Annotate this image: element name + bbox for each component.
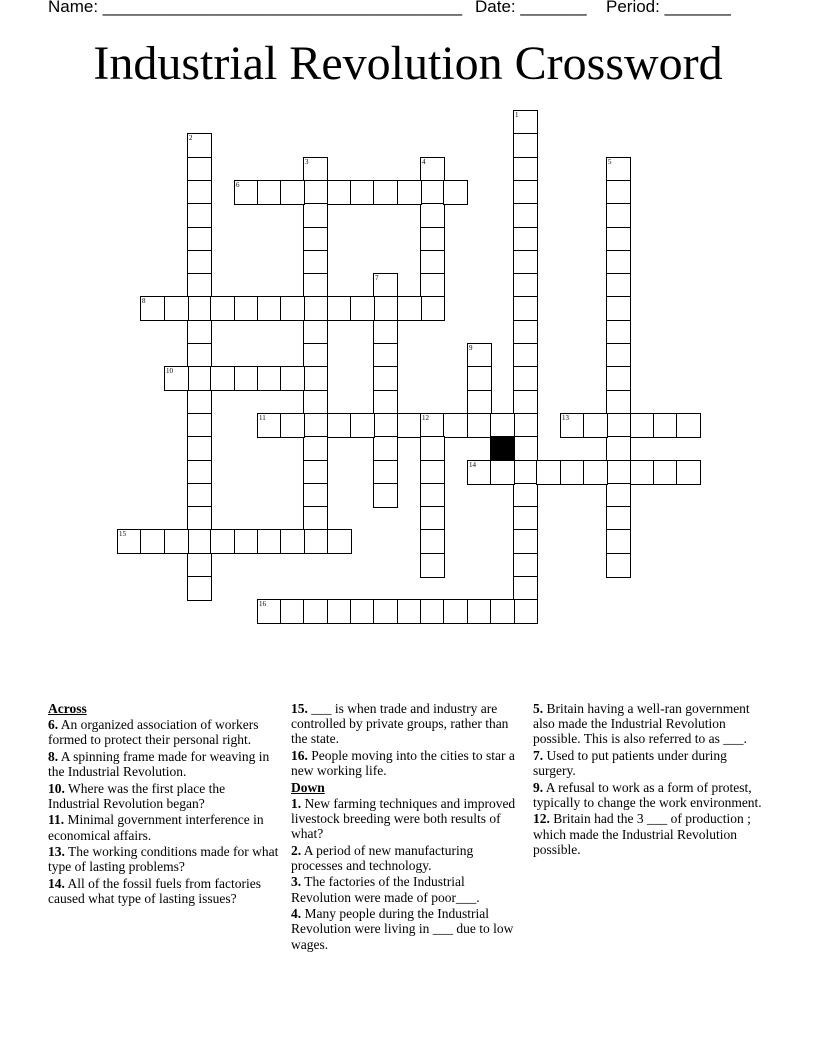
clue-text: A refusal to work as a form of protest, typically to change the work environment.	[533, 779, 762, 810]
cell-number: 8	[142, 297, 146, 305]
crossword-cell[interactable]	[187, 366, 212, 391]
crossword-cell[interactable]	[513, 599, 538, 624]
crossword-cell[interactable]	[513, 320, 538, 345]
crossword-cell[interactable]	[606, 273, 631, 298]
crossword-cell[interactable]	[606, 413, 631, 438]
period-field[interactable]: Period: _______	[606, 0, 731, 16]
clue-across-15	[291, 701, 521, 747]
crossword-cell[interactable]	[583, 413, 608, 438]
crossword-cell[interactable]	[164, 366, 189, 391]
crossword-cell[interactable]	[117, 529, 142, 554]
crossword-cell[interactable]	[373, 343, 398, 368]
crossword-cell[interactable]	[303, 413, 328, 438]
crossword-cell[interactable]	[327, 296, 352, 321]
crossword-cell[interactable]	[513, 227, 538, 252]
crossword-cell[interactable]	[210, 366, 235, 391]
crossword-cell[interactable]	[373, 273, 398, 298]
crossword-cell[interactable]	[397, 599, 422, 624]
crossword-cell[interactable]	[513, 506, 538, 531]
crossword-cell[interactable]	[676, 460, 701, 485]
crossword-cell[interactable]	[187, 343, 212, 368]
crossword-cell[interactable]	[303, 460, 328, 485]
crossword-cell[interactable]	[303, 250, 328, 275]
crossword-cell[interactable]	[327, 599, 352, 624]
crossword-cell[interactable]	[513, 460, 538, 485]
clue-text: The factories of the Industrial Revolution were made of poor___.	[291, 874, 480, 905]
page-title: Industrial Revolution Crossword	[93, 37, 723, 90]
crossword-cell[interactable]	[513, 273, 538, 298]
crossword-cell[interactable]	[583, 460, 608, 485]
crossword-cell[interactable]	[467, 343, 492, 368]
cell-number: 2	[189, 134, 193, 142]
crossword-cell[interactable]	[187, 296, 212, 321]
crossword-cell[interactable]	[513, 390, 538, 415]
crossword-cell[interactable]	[350, 599, 375, 624]
crossword-cell[interactable]	[303, 273, 328, 298]
crossword-cell[interactable]	[420, 529, 445, 554]
crossword-cell[interactable]	[187, 250, 212, 275]
crossword-cell[interactable]	[606, 227, 631, 252]
crossword-cell[interactable]	[373, 436, 398, 461]
clue-number: 4.	[291, 906, 302, 922]
crossword-cell[interactable]	[210, 529, 235, 554]
crossword-cell[interactable]	[467, 599, 492, 624]
clue-across-16	[291, 748, 521, 778]
crossword-cell[interactable]	[513, 343, 538, 368]
crossword-cell[interactable]	[187, 133, 212, 158]
crossword-cell[interactable]	[140, 529, 165, 554]
crossword-cell[interactable]	[467, 366, 492, 391]
crossword-cell[interactable]	[210, 296, 235, 321]
crossword-cell[interactable]	[257, 180, 282, 205]
crossword-cell[interactable]	[467, 413, 492, 438]
name-field[interactable]: Name: ______________________________________	[48, 0, 463, 16]
crossword-cell[interactable]	[373, 366, 398, 391]
clue-number: 14.	[48, 875, 65, 891]
crossword-cell[interactable]	[187, 436, 212, 461]
crossword-cell[interactable]	[606, 366, 631, 391]
clue-number: 13.	[48, 844, 65, 860]
clue-down-1	[291, 796, 521, 842]
crossword-cell[interactable]	[373, 390, 398, 415]
clue-text: Minimal government interference in economical affairs.	[48, 812, 264, 843]
crossword-cell[interactable]	[653, 460, 678, 485]
cell-number: 4	[422, 158, 426, 166]
crossword-cell[interactable]	[280, 529, 305, 554]
crossword-cell[interactable]	[560, 413, 585, 438]
crossword-cell[interactable]	[327, 413, 352, 438]
crossword-cell[interactable]	[606, 203, 631, 228]
crossword-cell[interactable]	[140, 296, 165, 321]
crossword-cell[interactable]	[257, 529, 282, 554]
crossword-cell[interactable]	[234, 180, 259, 205]
crossword-cell[interactable]	[303, 296, 328, 321]
crossword-cell[interactable]	[513, 296, 538, 321]
clue-text: Used to put patients under during surgery.	[533, 747, 727, 779]
crossword-cell[interactable]	[234, 366, 259, 391]
crossword-cell[interactable]	[303, 180, 328, 205]
crossword-cell[interactable]	[513, 366, 538, 391]
cell-number: 6	[236, 181, 240, 189]
crossword-cell[interactable]	[280, 413, 305, 438]
clue-text: New farming techniques and improved livestock breeding were both results of what?	[291, 795, 516, 842]
clue-text: The working conditions made for what type of lasting problems?	[48, 844, 279, 875]
clue-number: 8.	[48, 748, 59, 764]
clue-down-3	[291, 874, 521, 904]
crossword-cell[interactable]	[397, 296, 422, 321]
crossword-cell[interactable]	[327, 180, 352, 205]
crossword-cell[interactable]	[606, 157, 631, 182]
crossword-cell[interactable]	[606, 250, 631, 275]
clue-text: Where was the first place the Industrial Revolution began?	[48, 780, 226, 811]
cell-number: 15	[119, 530, 126, 538]
clue-across-10	[48, 781, 280, 811]
crossword-cell[interactable]	[420, 250, 445, 275]
crossword-cell[interactable]	[420, 157, 445, 182]
clue-across-14	[48, 876, 280, 906]
crossword-cell[interactable]	[187, 180, 212, 205]
crossword-cell[interactable]	[420, 413, 445, 438]
crossword-cell[interactable]	[187, 203, 212, 228]
crossword-cell[interactable]	[373, 599, 398, 624]
crossword-cell[interactable]	[257, 413, 282, 438]
crossword-cell[interactable]	[187, 553, 212, 578]
crossword-cell[interactable]	[443, 599, 468, 624]
crossword-cell[interactable]	[606, 460, 631, 485]
across-heading: Across	[48, 701, 87, 716]
cell-number: 1	[515, 111, 519, 119]
clue-number: 9.	[533, 779, 544, 795]
crossword-cell[interactable]	[257, 599, 282, 624]
clue-text: Britain had the 3 ___ of production ; which made the Industrial Revolution possible.	[533, 811, 751, 857]
crossword-cell[interactable]	[513, 133, 538, 158]
crossword-cell[interactable]	[303, 343, 328, 368]
crossword-cell[interactable]	[420, 227, 445, 252]
crossword-cell[interactable]	[303, 506, 328, 531]
clue-text: Many people during the Industrial Revolution were living in ___ due to low wages.	[291, 906, 514, 952]
cell-number: 3	[305, 158, 309, 166]
clue-text: An organized association of workers formed to protect their personal right.	[48, 717, 259, 748]
crossword-cell[interactable]	[280, 296, 305, 321]
crossword-cell[interactable]	[234, 296, 259, 321]
crossword-cell[interactable]	[187, 460, 212, 485]
crossword-cell[interactable]	[187, 227, 212, 252]
crossword-cell[interactable]	[513, 180, 538, 205]
clue-down-7	[533, 748, 765, 778]
clue-text: ___ is when trade and industry are controlled by private groups, rather than the state.	[291, 701, 509, 747]
crossword-cell[interactable]	[420, 296, 445, 321]
crossword-cell[interactable]	[164, 296, 189, 321]
crossword-cell[interactable]	[187, 506, 212, 531]
clue-text: All of the fossil fuels from factories caused what type of lasting issues?	[48, 875, 261, 906]
crossword-cell[interactable]	[187, 576, 212, 601]
crossword-cell[interactable]	[420, 553, 445, 578]
clue-across-6	[48, 717, 280, 747]
clue-down-4	[291, 906, 521, 952]
crossword-cell[interactable]	[513, 436, 538, 461]
crossword-cell[interactable]	[513, 529, 538, 554]
crossword-cell[interactable]	[420, 203, 445, 228]
crossword-cell[interactable]	[420, 273, 445, 298]
crossword-cell[interactable]	[606, 506, 631, 531]
crossword-cell[interactable]	[420, 436, 445, 461]
crossword-cell[interactable]	[187, 157, 212, 182]
crossword-cell[interactable]	[606, 180, 631, 205]
crossword-cell[interactable]	[187, 320, 212, 345]
crossword-cell[interactable]	[373, 296, 398, 321]
crossword-cell[interactable]	[513, 483, 538, 508]
crossword-cell[interactable]	[373, 413, 398, 438]
clue-number: 2.	[291, 842, 302, 858]
crossword-cell[interactable]	[536, 460, 561, 485]
clue-down-2	[291, 843, 521, 873]
crossword-cell[interactable]	[187, 483, 212, 508]
clues-column-1	[48, 701, 280, 907]
clue-text: People moving into the cities to star a new working life.	[291, 747, 515, 779]
crossword-cell[interactable]	[513, 203, 538, 228]
crossword-cell[interactable]	[606, 436, 631, 461]
crossword-cell[interactable]	[303, 227, 328, 252]
crossword-cell[interactable]	[513, 157, 538, 182]
crossword-cell[interactable]	[397, 413, 422, 438]
clue-number: 10.	[48, 780, 65, 796]
clue-across-8	[48, 749, 280, 779]
crossword-cell[interactable]	[303, 483, 328, 508]
crossword-cell[interactable]	[443, 180, 468, 205]
crossword-cell[interactable]	[327, 529, 352, 554]
crossword-cell[interactable]	[373, 180, 398, 205]
cell-number: 14	[469, 461, 476, 469]
crossword-cell[interactable]	[606, 390, 631, 415]
crossword-cell[interactable]	[467, 390, 492, 415]
down-heading: Down	[291, 779, 325, 795]
clue-number: 12.	[533, 811, 550, 827]
crossword-cell[interactable]	[606, 343, 631, 368]
crossword-cell[interactable]	[420, 599, 445, 624]
cell-number: 9	[469, 344, 473, 352]
crossword-cell[interactable]	[606, 483, 631, 508]
crossword-cell[interactable]	[630, 460, 655, 485]
clue-down-5	[533, 701, 765, 747]
crossword-cell[interactable]	[490, 460, 515, 485]
clue-number: 7.	[533, 747, 544, 763]
crossword-cell[interactable]	[606, 553, 631, 578]
clue-number: 15.	[291, 701, 308, 716]
cell-number: 5	[608, 158, 612, 166]
crossword-cell[interactable]	[420, 483, 445, 508]
crossword-cell[interactable]	[373, 320, 398, 345]
crossword-cell[interactable]	[420, 506, 445, 531]
crossword-cell[interactable]	[606, 320, 631, 345]
crossword-cell[interactable]	[187, 529, 212, 554]
cell-number: 7	[375, 274, 379, 282]
crossword-cell[interactable]	[234, 529, 259, 554]
crossword-cell[interactable]	[187, 390, 212, 415]
crossword-cell[interactable]	[257, 296, 282, 321]
crossword-cell[interactable]	[280, 366, 305, 391]
crossword-cell[interactable]	[303, 390, 328, 415]
crossword-cell[interactable]	[606, 529, 631, 554]
clues-column-2	[291, 701, 521, 953]
crossword-cell[interactable]	[350, 180, 375, 205]
crossword-cell[interactable]	[303, 157, 328, 182]
cell-number: 13	[562, 414, 569, 422]
crossword-cell[interactable]	[513, 110, 538, 135]
crossword-cell[interactable]	[420, 180, 445, 205]
crossword-cell[interactable]	[467, 460, 492, 485]
clue-number: 3.	[291, 874, 302, 890]
clue-number: 5.	[533, 701, 544, 716]
crossword-cell[interactable]	[187, 273, 212, 298]
cell-number: 12	[422, 414, 429, 422]
clue-down-12	[533, 811, 765, 857]
crossword-cell[interactable]	[490, 599, 515, 624]
crossword-cell[interactable]	[606, 296, 631, 321]
crossword-cell[interactable]	[373, 460, 398, 485]
crossword-cell[interactable]	[280, 599, 305, 624]
date-field[interactable]: Date: _______	[475, 0, 587, 16]
crossword-cell[interactable]	[373, 483, 398, 508]
crossword-cell[interactable]	[303, 320, 328, 345]
clue-number: 11.	[48, 812, 65, 828]
clue-text: Britain having a well-ran government also made the Industrial Revolution possible. This is also referred to as ___.	[533, 701, 750, 747]
clue-across-13	[48, 844, 280, 874]
clue-across-11	[48, 812, 280, 842]
crossword-cell[interactable]	[653, 413, 678, 438]
crossword-cell[interactable]	[164, 529, 189, 554]
clue-text: A spinning frame made for weaving in the Industrial Revolution.	[48, 748, 270, 780]
cell-number: 11	[259, 414, 266, 422]
crossword-cell[interactable]	[303, 366, 328, 391]
crossword-cell[interactable]	[397, 180, 422, 205]
crossword-cell[interactable]	[560, 460, 585, 485]
clue-text: A period of new manufacturing processes and technology.	[291, 842, 474, 873]
crossword-cell[interactable]	[676, 413, 701, 438]
crossword-cell[interactable]	[257, 366, 282, 391]
crossword-cell[interactable]	[490, 413, 515, 438]
crossword-cell[interactable]	[303, 203, 328, 228]
crossword-cell[interactable]	[420, 460, 445, 485]
crossword-cell[interactable]	[303, 436, 328, 461]
crossword-cell[interactable]	[443, 413, 468, 438]
crossword-cell[interactable]	[513, 413, 538, 438]
clue-number: 1.	[291, 795, 302, 811]
clue-number: 6.	[48, 717, 59, 733]
crossword-cell[interactable]	[630, 413, 655, 438]
cell-number: 10	[166, 367, 173, 375]
crossword-cell[interactable]	[303, 529, 328, 554]
crossword-cell[interactable]	[513, 553, 538, 578]
crossword-cell[interactable]	[303, 599, 328, 624]
clue-down-9	[533, 780, 765, 810]
crossword-cell[interactable]	[187, 413, 212, 438]
crossword-cell[interactable]	[350, 296, 375, 321]
crossword-cell[interactable]	[280, 180, 305, 205]
clue-number: 16.	[291, 747, 308, 763]
cell-number: 16	[259, 600, 266, 608]
crossword-cell[interactable]	[513, 250, 538, 275]
crossword-black-square	[490, 436, 515, 461]
crossword-cell[interactable]	[513, 576, 538, 601]
crossword-cell[interactable]	[350, 413, 375, 438]
clues-column-3	[533, 701, 765, 858]
